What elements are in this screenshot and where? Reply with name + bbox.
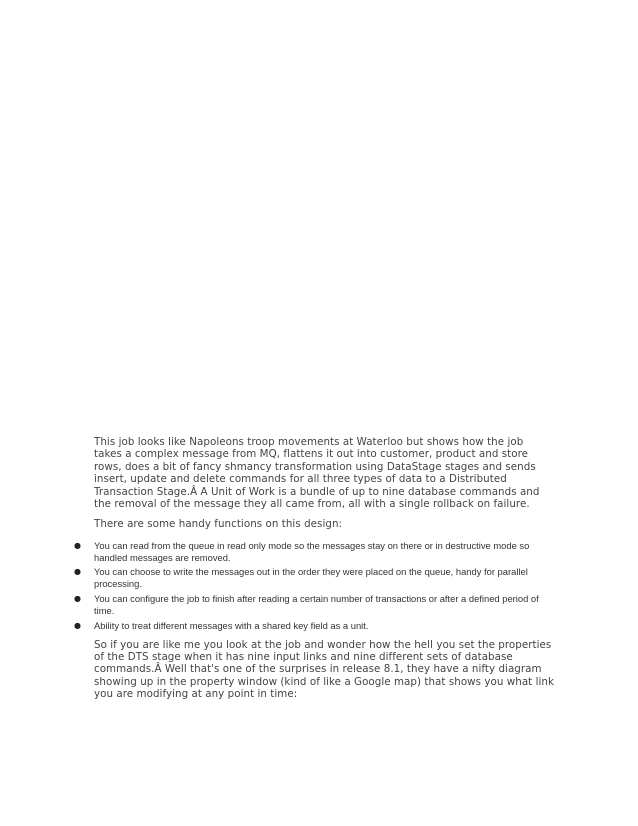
bullet-icon: ●	[74, 567, 81, 577]
paragraph-intro: This job looks like Napoleons troop movements at Waterloo but shows how the job takes a complex message from MQ, flattens it out into customer, product and store rows, does a bit of fancy shmancy transformation using DataStage stages and sends insert, update and delete commands for all three types of data to a Distributed Transaction Stage.Â A Unit of Work is a bundle of up to nine database commands and the removal of the message they all came from, all with a single rollback on failure.	[94, 436, 540, 511]
list-item-text: Ability to treat different messages with a shared key field as a unit.	[94, 619, 369, 631]
paragraph-dts-properties: So if you are like me you look at the job and wonder how the hell you set the properties of the DTS stage when it has nine input links and nine different sets of database commands.Â Well that's one of the surprises in release 8.1, they have a nifty diagram showing up in the property window (kind of like a Google map) that shows you what link you are modifying at any point in time:	[94, 638, 555, 701]
document-body	[74, 436, 555, 701]
list-item	[74, 593, 554, 617]
bullet-icon: ●	[74, 540, 81, 550]
functions-list	[74, 539, 554, 632]
list-item-text: You can configure the job to finish after reading a certain number of transactions or after a defined period of time.	[94, 593, 539, 617]
list-item-text: You can choose to write the messages out in the order they were placed on the queue, handy for parallel processing.	[94, 566, 528, 590]
list-item	[74, 566, 554, 590]
bullet-icon: ●	[74, 620, 81, 630]
list-item-text: You can read from the queue in read only mode so the messages stay on there or in destructive mode so handled messages are removed.	[94, 539, 530, 563]
list-item	[74, 619, 554, 632]
bullet-icon: ●	[74, 594, 81, 604]
list-item	[74, 539, 554, 564]
paragraph-functions-lead: There are some handy functions on this design:	[94, 518, 343, 531]
